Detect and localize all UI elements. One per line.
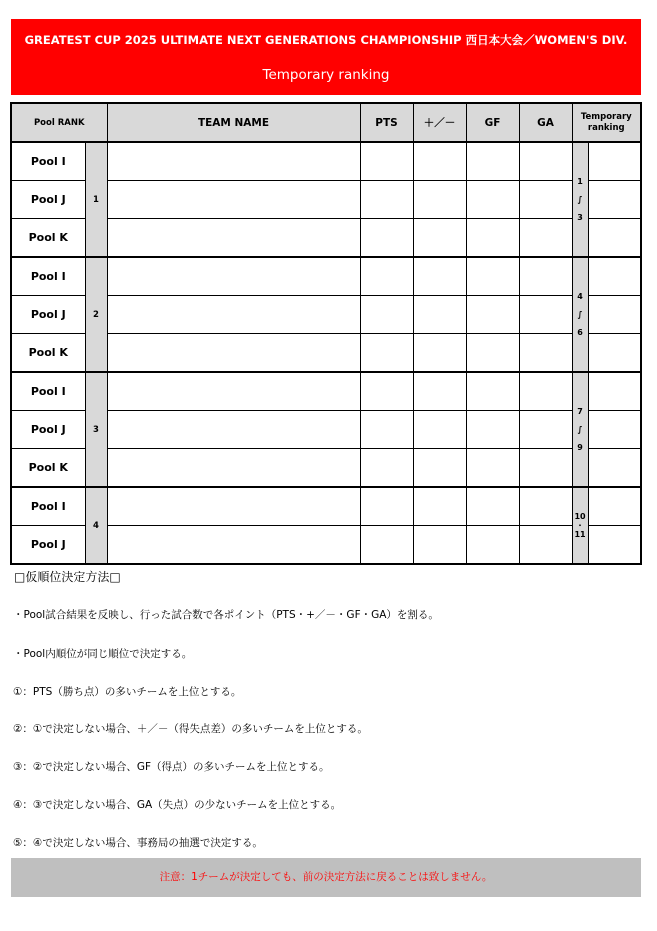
table-row	[11, 487, 641, 526]
pts-cell	[360, 411, 413, 449]
team-name-cell	[107, 296, 360, 334]
pool-rank-number: 4	[85, 487, 107, 564]
temporary-rank-range: 7 ∫ 9	[572, 372, 588, 487]
event-title: GREATEST CUP 2025 ULTIMATE NEXT GENERATIONS CHAMPIONSHIP 西日本大会／WOMEN'S DIV.	[24, 33, 628, 47]
pts-cell	[360, 372, 413, 411]
pool-label: Pool J	[11, 411, 85, 449]
rule-line: ・Pool内順位が同じ順位で決定する。	[13, 648, 193, 660]
temporary-rank-cell	[588, 487, 641, 526]
temporary-rank-cell	[588, 449, 641, 488]
temporary-rank-range: 4 ∫ 6	[572, 257, 588, 372]
ga-cell	[519, 181, 572, 219]
ga-cell	[519, 334, 572, 373]
plus-minus-cell	[413, 487, 466, 526]
pts-cell	[360, 334, 413, 373]
ga-cell	[519, 449, 572, 488]
team-name-cell	[107, 411, 360, 449]
header-plus-minus: ＋／－	[413, 103, 466, 142]
page-subtitle: Temporary ranking	[262, 67, 390, 83]
team-name-cell	[107, 372, 360, 411]
ga-cell	[519, 372, 572, 411]
gf-cell	[466, 142, 519, 181]
team-name-cell	[107, 142, 360, 181]
pool-label: Pool J	[11, 296, 85, 334]
header-gf: GF	[466, 103, 519, 142]
header-ga: GA	[519, 103, 572, 142]
pts-cell	[360, 257, 413, 296]
ga-cell	[519, 142, 572, 181]
pool-label: Pool K	[11, 334, 85, 373]
plus-minus-cell	[413, 334, 466, 373]
gf-cell	[466, 257, 519, 296]
team-name-cell	[107, 257, 360, 296]
team-name-cell	[107, 526, 360, 565]
method-title: □仮順位決定方法□	[14, 570, 121, 584]
plus-minus-cell	[413, 181, 466, 219]
pool-rank-number: 1	[85, 142, 107, 257]
plus-minus-cell	[413, 411, 466, 449]
header-pool-rank: Pool RANK	[11, 103, 107, 142]
pts-cell	[360, 449, 413, 488]
ga-cell	[519, 296, 572, 334]
rule-line: ・Pool試合結果を反映し、行った試合数で各ポイント（PTS・+／－・GF・GA）を割る。	[13, 609, 439, 621]
rule-line: ②：①で決定しない場合、＋／－（得失点差）の多いチームを上位とする。	[13, 723, 368, 735]
pool-label: Pool I	[11, 372, 85, 411]
gf-cell	[466, 296, 519, 334]
ga-cell	[519, 487, 572, 526]
temporary-rank-cell	[588, 526, 641, 565]
pts-cell	[360, 526, 413, 565]
temporary-rank-cell	[588, 181, 641, 219]
plus-minus-cell	[413, 449, 466, 488]
table-row	[11, 372, 641, 411]
gf-cell	[466, 334, 519, 373]
plus-minus-cell	[413, 219, 466, 258]
notice-banner: 注意：1チームが決定しても、前の決定方法に戻ることは致しません。	[11, 858, 641, 897]
temporary-rank-cell	[588, 411, 641, 449]
rule-line: ④：③で決定しない場合、GA（失点）の少ないチームを上位とする。	[13, 799, 342, 811]
pts-cell	[360, 219, 413, 258]
pool-label: Pool I	[11, 142, 85, 181]
header-temporary-ranking: Temporary ranking	[572, 103, 641, 142]
pool-rank-number: 3	[85, 372, 107, 487]
rule-line: ③：②で決定しない場合、GF（得点）の多いチームを上位とする。	[13, 761, 330, 773]
gf-cell	[466, 526, 519, 565]
plus-minus-cell	[413, 296, 466, 334]
temporary-rank-cell	[588, 219, 641, 258]
plus-minus-cell	[413, 257, 466, 296]
header-banner	[11, 19, 641, 95]
pool-label: Pool K	[11, 219, 85, 258]
plus-minus-cell	[413, 526, 466, 565]
temporary-rank-cell	[588, 257, 641, 296]
team-name-cell	[107, 219, 360, 258]
gf-cell	[466, 372, 519, 411]
gf-cell	[466, 411, 519, 449]
gf-cell	[466, 219, 519, 258]
pool-label: Pool I	[11, 257, 85, 296]
temporary-rank-range: 1 ∫ 3	[572, 142, 588, 257]
team-name-cell	[107, 487, 360, 526]
rule-line: ⑤：④で決定しない場合、事務局の抽選で決定する。	[13, 837, 263, 849]
ga-cell	[519, 526, 572, 565]
gf-cell	[466, 487, 519, 526]
pts-cell	[360, 142, 413, 181]
header-pts: PTS	[360, 103, 413, 142]
rule-line: ①：PTS（勝ち点）の多いチームを上位とする。	[13, 686, 242, 698]
plus-minus-cell	[413, 372, 466, 411]
pool-label: Pool J	[11, 526, 85, 565]
pts-cell	[360, 181, 413, 219]
ga-cell	[519, 219, 572, 258]
gf-cell	[466, 181, 519, 219]
table-row	[11, 142, 641, 181]
pts-cell	[360, 296, 413, 334]
ga-cell	[519, 411, 572, 449]
team-name-cell	[107, 334, 360, 373]
gf-cell	[466, 449, 519, 488]
temporary-rank-cell	[588, 296, 641, 334]
pool-label: Pool K	[11, 449, 85, 488]
pool-label: Pool J	[11, 181, 85, 219]
pts-cell	[360, 487, 413, 526]
team-name-cell	[107, 449, 360, 488]
temporary-rank-cell	[588, 372, 641, 411]
table-row	[11, 257, 641, 296]
plus-minus-cell	[413, 142, 466, 181]
ranking-table	[10, 102, 642, 565]
ga-cell	[519, 257, 572, 296]
temporary-rank-cell	[588, 334, 641, 373]
pool-rank-number: 2	[85, 257, 107, 372]
temporary-rank-range: 10 ・ 11	[572, 487, 588, 564]
header-team-name: TEAM NAME	[107, 103, 360, 142]
pool-label: Pool I	[11, 487, 85, 526]
team-name-cell	[107, 181, 360, 219]
temporary-rank-cell	[588, 142, 641, 181]
